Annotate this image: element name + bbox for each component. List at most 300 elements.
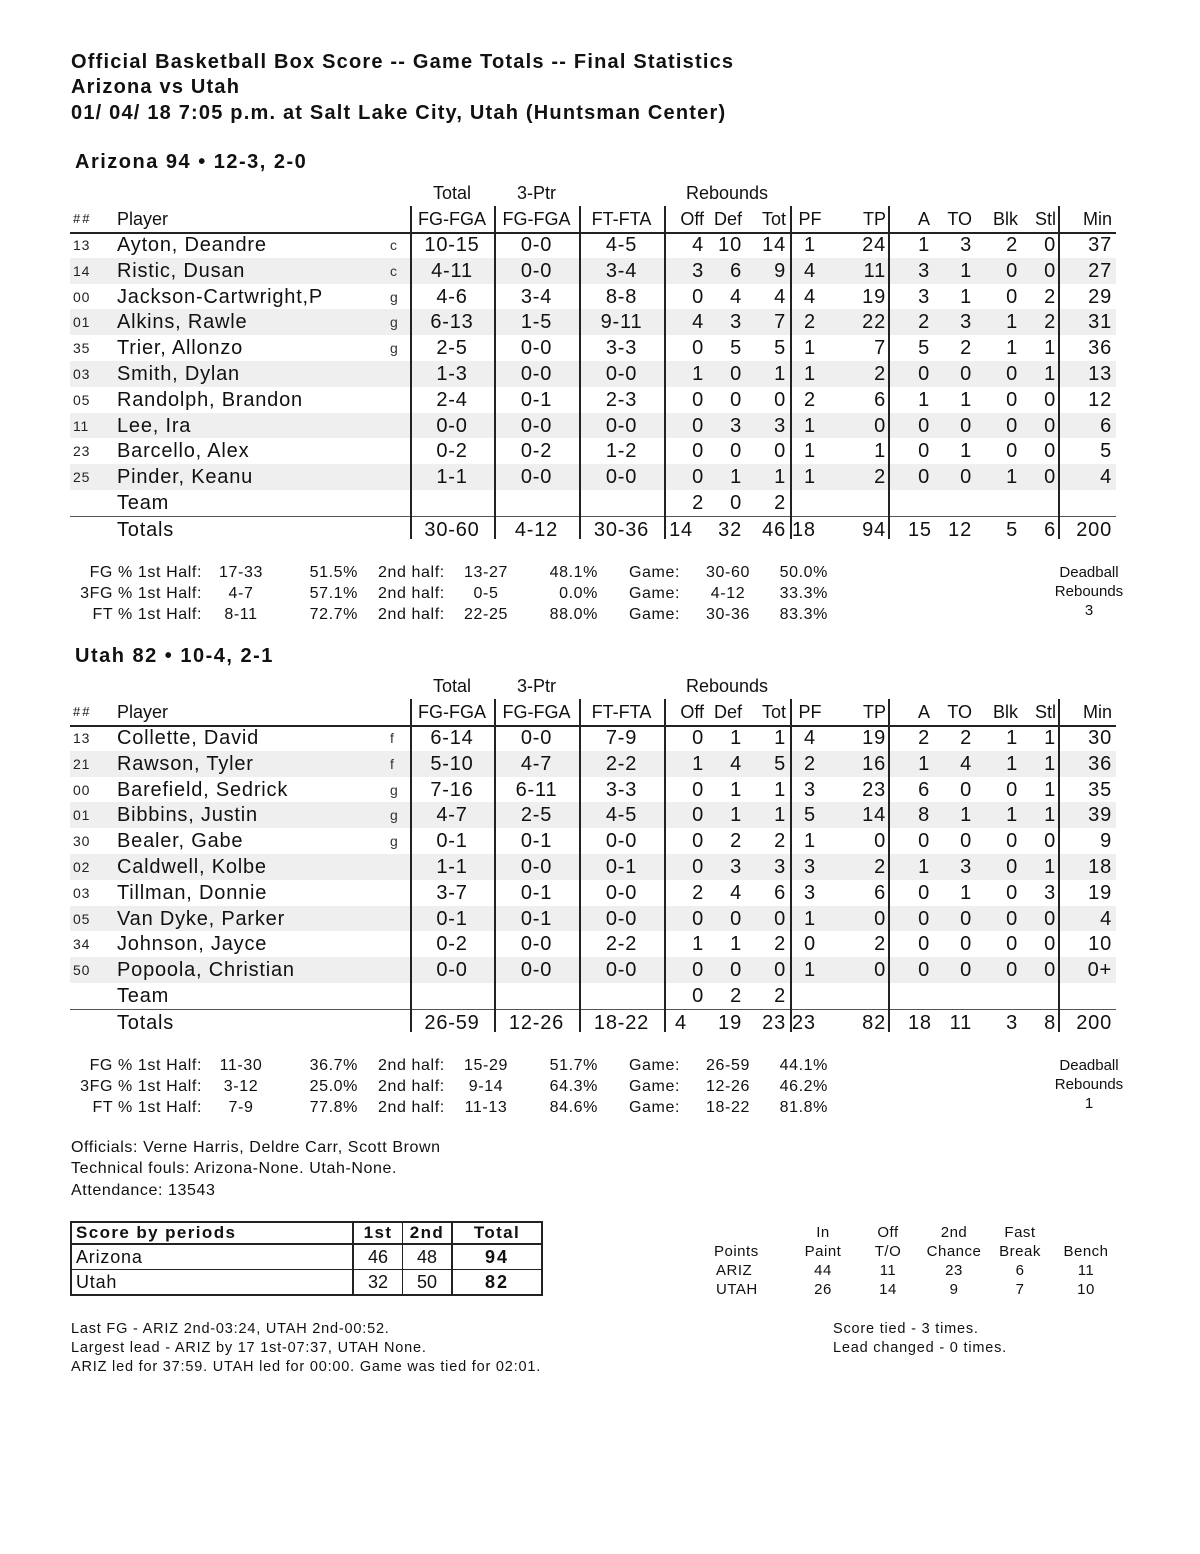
player-row <box>70 828 1116 854</box>
stat-off: 1 <box>692 752 704 775</box>
pct-h2: 11-13 <box>464 1099 508 1116</box>
player-name: Jackson-Cartwright,P <box>117 285 324 308</box>
header-player: Player <box>117 209 169 229</box>
player-name: Collette, David <box>117 727 260 749</box>
stat-blk: 0 <box>1006 881 1018 904</box>
stat-tot: 5 <box>774 752 786 775</box>
periods-label: Score by periods <box>71 1222 353 1244</box>
player-row <box>70 777 1116 803</box>
total-fg3: 4-12 <box>514 518 559 541</box>
header-a: A <box>917 209 930 229</box>
stat-blk: 0 <box>1006 388 1018 411</box>
stat-min: 39 <box>1088 804 1112 827</box>
stat-fg: 10-15 <box>424 234 480 256</box>
stat-ft: 2-3 <box>605 388 638 411</box>
stat-to: 1 <box>960 388 972 411</box>
stat-off: 0 <box>692 285 704 308</box>
stat-a: 0 <box>918 881 930 904</box>
pct-gp: 46.2% <box>779 1078 828 1095</box>
table-rule <box>70 725 1116 727</box>
stat-tp: 24 <box>862 234 886 256</box>
player-number: 21 <box>73 755 91 772</box>
stat-to: 0 <box>960 414 972 437</box>
stat-a: 0 <box>918 830 930 853</box>
player-number: 05 <box>73 910 91 927</box>
total-tp: 94 <box>862 518 886 541</box>
player-number: 01 <box>73 314 91 331</box>
totals-row <box>70 1009 1116 1036</box>
stat-fg3: 0-0 <box>520 414 553 437</box>
pct-label: FT % 1st Half: <box>92 606 202 623</box>
pct-h1p: 51.5% <box>309 564 358 581</box>
player-number: 01 <box>73 807 91 824</box>
player-row <box>70 802 1116 828</box>
header-min: Min <box>1082 702 1112 722</box>
stat-tot: 1 <box>774 466 786 489</box>
header-fast: Fast <box>1004 1224 1036 1241</box>
header-ft: FT-FTA <box>591 209 652 229</box>
led-for: ARIZ led for 37:59. UTAH led for 00:00. Game was tied for 02:01. <box>71 1359 542 1375</box>
stat-fg3: 0-1 <box>520 830 553 853</box>
stat-fg3: 0-0 <box>520 466 553 489</box>
period-2-score: 48 <box>403 1244 453 1270</box>
pct-h1p: 25.0% <box>309 1078 358 1095</box>
pct-h1: 8-11 <box>224 606 258 623</box>
pct-h2p: 88.0% <box>549 606 598 623</box>
total-tot: 23 <box>762 1011 786 1034</box>
pct-gp: 50.0% <box>779 564 828 581</box>
header-2nd: 2nd <box>940 1224 968 1241</box>
team-row <box>70 983 1116 1009</box>
stat-off: 1 <box>692 362 704 385</box>
points-team: UTAH <box>716 1281 758 1298</box>
stat-fg3: 1-5 <box>520 311 553 334</box>
report-title: Official Basketball Box Score -- Game Totals -- Final Statistics <box>71 51 735 73</box>
total-pf: 23 <box>792 1011 816 1034</box>
stat-tot: 1 <box>774 362 786 385</box>
stat-to: 0 <box>960 959 972 982</box>
totals-label: Totals <box>117 1011 175 1034</box>
stat-fg3: 0-0 <box>520 959 553 982</box>
player-row <box>70 880 1116 906</box>
stat-tot: 0 <box>774 440 786 463</box>
stat-stl: 0 <box>1044 259 1056 282</box>
pct-h2p: 48.1% <box>549 564 598 581</box>
stat-a: 1 <box>918 388 930 411</box>
header-def: Def <box>713 209 742 229</box>
stat-off: 0 <box>692 907 704 930</box>
total-ft: 30-36 <box>593 518 650 541</box>
pct-gp: 81.8% <box>779 1099 828 1116</box>
stat-tot: 2 <box>774 933 786 956</box>
pct-h1p: 77.8% <box>309 1099 358 1116</box>
stat-fg: 6-13 <box>430 311 474 334</box>
stat-blk: 0 <box>1006 440 1018 463</box>
stat-fg3: 0-1 <box>520 388 553 411</box>
stat-fg: 1-3 <box>436 362 468 385</box>
group-rebounds-label: Rebounds <box>685 676 769 696</box>
player-number: 34 <box>73 936 91 953</box>
group-total-label: Total <box>432 183 472 203</box>
stat-tp: 0 <box>874 907 886 930</box>
stat-min: 19 <box>1088 881 1112 904</box>
stat-tot: 1 <box>774 804 786 827</box>
pct-h2label: 2nd half: <box>378 1099 445 1116</box>
stat-def: 1 <box>730 804 742 827</box>
pct-label: FG % 1st Half: <box>89 1057 202 1074</box>
stat-ft: 2-2 <box>605 752 638 775</box>
stat-ft: 0-1 <box>605 855 638 878</box>
stat-pf: 3 <box>804 855 816 878</box>
stat-fg: 4-6 <box>436 285 468 308</box>
stat-tp: 0 <box>874 830 886 853</box>
stat-to: 0 <box>960 907 972 930</box>
player-row <box>70 725 1116 751</box>
stat-tp: 2 <box>874 362 886 385</box>
player-row <box>70 957 1116 983</box>
pct-h1: 3-12 <box>223 1078 259 1095</box>
column-divider <box>410 206 412 539</box>
stat-off: 0 <box>692 959 704 982</box>
header-tot: Tot <box>761 209 786 229</box>
header-stl: Stl <box>1034 209 1056 229</box>
total-fg3: 12-26 <box>508 1011 565 1034</box>
column-divider <box>410 699 412 1032</box>
pct-gp: 33.3% <box>779 585 828 602</box>
player-row <box>70 438 1116 464</box>
stat-off: 4 <box>692 311 704 334</box>
pct-h2p: 84.6% <box>549 1099 598 1116</box>
player-number: 03 <box>73 884 91 901</box>
header-a: A <box>917 702 930 722</box>
stat-blk: 1 <box>1006 311 1018 334</box>
stat-tp: 6 <box>874 388 886 411</box>
deadball-rebounds-arizona <box>1039 563 1139 620</box>
stat-ft: 2-2 <box>605 933 638 956</box>
player-row <box>70 413 1116 439</box>
stat-stl: 1 <box>1044 337 1056 360</box>
pct-h2: 9-14 <box>468 1078 504 1095</box>
stat-a: 0 <box>918 440 930 463</box>
stat-tp: 6 <box>874 881 886 904</box>
stat-tot: 3 <box>774 855 786 878</box>
stat-blk: 0 <box>1006 414 1018 437</box>
pct-label: 3FG % 1st Half: <box>80 585 202 602</box>
player-number: 25 <box>73 469 91 486</box>
stat-off: 2 <box>692 881 704 904</box>
stat-a: 2 <box>918 311 930 334</box>
stat-to: 1 <box>960 285 972 308</box>
total-a: 18 <box>908 1011 932 1034</box>
stat-pf: 4 <box>804 259 816 282</box>
stat-min: 29 <box>1088 285 1112 308</box>
header-tp: TP <box>862 702 886 722</box>
header-player: Player <box>117 702 169 722</box>
stat-blk: 0 <box>1006 362 1018 385</box>
stat-def: 6 <box>730 259 742 282</box>
stat-tp: 11 <box>863 259 886 282</box>
stat-def: 2 <box>730 984 742 1007</box>
stat-a: 0 <box>918 959 930 982</box>
player-name: Caldwell, Kolbe <box>117 855 267 878</box>
stat-fg3: 3-4 <box>520 285 553 308</box>
stat-off: 0 <box>692 778 704 801</box>
stat-stl: 3 <box>1044 881 1056 904</box>
stat-tp: 19 <box>862 285 886 308</box>
stat-to: 3 <box>960 311 972 334</box>
stat-fg: 0-0 <box>436 414 468 437</box>
pct-g: 12-26 <box>706 1078 750 1095</box>
header-min: Min <box>1082 209 1112 229</box>
total-score: 94 <box>452 1244 542 1270</box>
player-name: Smith, Dylan <box>117 362 240 385</box>
points-team: ARIZ <box>716 1262 753 1279</box>
stat-ft: 0-0 <box>605 907 638 930</box>
stat-fg: 0-1 <box>436 907 468 930</box>
stat-min: 18 <box>1088 855 1112 878</box>
stat-off: 0 <box>692 440 704 463</box>
deadball-label: Deadball <box>1059 564 1119 581</box>
stat-tp: 22 <box>862 311 886 334</box>
stat-pf: 1 <box>804 466 816 489</box>
stat-fg: 7-16 <box>430 778 474 801</box>
stat-blk: 1 <box>1006 727 1018 749</box>
player-number: 02 <box>73 858 91 875</box>
stat-fg3: 0-1 <box>520 881 553 904</box>
pct-h2p: 64.3% <box>549 1078 598 1095</box>
group-rebounds-label: Rebounds <box>685 183 769 203</box>
stat-off: 0 <box>692 855 704 878</box>
game-date-location: 01/ 04/ 18 7:05 p.m. at Salt Lake City, Utah (Huntsman Center) <box>71 102 727 124</box>
stat-tot: 2 <box>774 984 786 1007</box>
last-fg: Last FG - ARIZ 2nd-03:24, UTAH 2nd-00:52. <box>71 1321 390 1337</box>
player-row <box>70 284 1116 310</box>
stat-blk: 0 <box>1006 285 1018 308</box>
pct-glabel: Game: <box>629 1099 681 1116</box>
pct-g: 18-22 <box>706 1099 750 1116</box>
header-fg: FG-FGA <box>418 702 486 722</box>
stat-tp: 16 <box>862 752 886 775</box>
stat-blk: 0 <box>1006 959 1018 982</box>
player-name: Alkins, Rawle <box>117 311 248 334</box>
technical-fouls: Technical fouls: Arizona-None. Utah-None. <box>71 1160 398 1177</box>
stat-a: 0 <box>918 933 930 956</box>
player-row <box>70 906 1116 932</box>
points-fast-break: 6 <box>1015 1262 1025 1279</box>
player-number: 13 <box>73 237 91 253</box>
stat-blk: 0 <box>1006 830 1018 853</box>
stat-fg: 6-14 <box>430 727 474 749</box>
player-number: 30 <box>73 833 91 850</box>
player-position: g <box>390 340 399 357</box>
header-off: Off <box>877 1224 899 1241</box>
player-row <box>70 258 1116 284</box>
stat-fg3: 0-0 <box>520 362 553 385</box>
stat-to: 1 <box>960 440 972 463</box>
player-number: 23 <box>73 443 91 460</box>
stat-off: 4 <box>692 234 704 256</box>
header-paint: Paint <box>804 1243 842 1260</box>
stat-ft: 0-0 <box>605 466 638 489</box>
stat-off: 0 <box>692 984 704 1007</box>
total-min: 200 <box>1076 1011 1112 1034</box>
player-row <box>70 854 1116 880</box>
points-off-to: 11 <box>879 1262 897 1279</box>
stat-pf: 4 <box>804 727 816 749</box>
player-name: Barefield, Sedrick <box>117 778 289 801</box>
total-off: 14 <box>669 518 693 541</box>
header-pf: PF <box>798 702 822 722</box>
rebounds-label: Rebounds <box>1054 1076 1124 1093</box>
stat-blk: 1 <box>1006 804 1018 827</box>
pct-h2: 0-5 <box>473 585 499 602</box>
column-divider <box>579 699 581 1032</box>
score-tied: Score tied - 3 times. <box>833 1321 979 1337</box>
total-fg: 26-59 <box>424 1011 480 1034</box>
pct-glabel: Game: <box>629 1057 681 1074</box>
total-stl: 8 <box>1044 1011 1056 1034</box>
stat-tot: 9 <box>774 259 786 282</box>
pct-h1: 7-9 <box>228 1099 254 1116</box>
stat-blk: 0 <box>1006 778 1018 801</box>
stat-pf: 3 <box>804 778 816 801</box>
period-1-header: 1st <box>353 1222 403 1244</box>
stat-tot: 5 <box>774 337 786 360</box>
player-number: 13 <box>73 730 91 746</box>
stat-off: 1 <box>692 933 704 956</box>
total-fg: 30-60 <box>424 518 480 541</box>
stat-off: 0 <box>692 466 704 489</box>
stat-tot: 0 <box>774 388 786 411</box>
pct-glabel: Game: <box>629 564 681 581</box>
stat-def: 1 <box>730 933 742 956</box>
total-tot: 46 <box>762 518 786 541</box>
deadball-rebounds-utah <box>1039 1056 1139 1113</box>
total-pf: 18 <box>792 518 816 541</box>
points-off-to: 14 <box>879 1281 897 1298</box>
header-to: TO <box>947 702 972 722</box>
stat-min: 37 <box>1088 234 1112 256</box>
stat-to: 0 <box>960 778 972 801</box>
stat-fg: 4-7 <box>436 804 468 827</box>
player-position: g <box>390 833 399 850</box>
total-to: 11 <box>949 1011 972 1034</box>
stat-min: 13 <box>1088 362 1112 385</box>
player-position: g <box>390 314 399 331</box>
stat-def: 1 <box>730 778 742 801</box>
stat-to: 3 <box>960 855 972 878</box>
stat-pf: 1 <box>804 337 816 360</box>
total-header: Total <box>452 1222 542 1244</box>
stat-to: 2 <box>960 727 972 749</box>
stat-stl: 1 <box>1044 855 1056 878</box>
stat-pf: 1 <box>804 440 816 463</box>
box-score-arizona <box>70 180 1116 543</box>
stat-to: 0 <box>960 362 972 385</box>
pct-h1p: 57.1% <box>309 585 358 602</box>
stat-fg: 2-5 <box>436 337 468 360</box>
period-1-score: 46 <box>353 1244 403 1270</box>
stat-to: 1 <box>960 804 972 827</box>
pct-h1p: 72.7% <box>309 606 358 623</box>
player-name: Tillman, Donnie <box>117 881 268 904</box>
pct-glabel: Game: <box>629 1078 681 1095</box>
pct-g: 30-60 <box>706 564 750 581</box>
header-off: Off <box>680 209 704 229</box>
stat-fg3: 2-5 <box>520 804 553 827</box>
pct-label: FT % 1st Half: <box>92 1099 202 1116</box>
points-breakdown <box>700 1223 1120 1303</box>
stat-stl: 0 <box>1044 933 1056 956</box>
stat-fg3: 0-2 <box>520 440 553 463</box>
stat-def: 4 <box>730 881 742 904</box>
player-row <box>70 232 1116 258</box>
largest-lead: Largest lead - ARIZ by 17 1st-07:37, UTAH None. <box>71 1340 427 1356</box>
stat-tot: 1 <box>774 778 786 801</box>
player-position: f <box>390 730 395 746</box>
stat-ft: 0-0 <box>605 959 638 982</box>
player-name: Ristic, Dusan <box>117 259 246 282</box>
stat-fg: 1-1 <box>436 466 468 489</box>
stat-blk: 0 <box>1006 855 1018 878</box>
stat-tot: 6 <box>774 881 786 904</box>
player-position: f <box>390 755 395 772</box>
stat-fg: 1-1 <box>436 855 468 878</box>
pct-h2: 22-25 <box>464 606 508 623</box>
rebounds-label: Rebounds <box>1054 583 1124 600</box>
header-number: ## <box>73 704 92 719</box>
team-title-arizona: Arizona 94 • 12-3, 2-0 <box>75 151 308 173</box>
header-pf: PF <box>798 209 822 229</box>
stat-off: 0 <box>692 388 704 411</box>
pct-h1: 17-33 <box>219 564 263 581</box>
points-bench: 10 <box>1077 1281 1095 1298</box>
stat-stl: 0 <box>1044 466 1056 489</box>
stat-ft: 3-4 <box>605 259 638 282</box>
stat-pf: 5 <box>804 804 816 827</box>
column-group-header <box>70 673 1116 699</box>
stat-ft: 3-3 <box>605 778 638 801</box>
stat-tot: 2 <box>774 830 786 853</box>
pct-h1p: 36.7% <box>309 1057 358 1074</box>
stat-off: 0 <box>692 337 704 360</box>
header-ft: FT-FTA <box>591 702 652 722</box>
stat-fg: 0-0 <box>436 959 468 982</box>
period-2-score: 50 <box>403 1270 453 1296</box>
header-fg: FG-FGA <box>418 209 486 229</box>
total-off: 4 <box>675 1011 687 1034</box>
player-name: Popoola, Christian <box>117 959 295 982</box>
stat-to: 4 <box>960 752 972 775</box>
stat-def: 2 <box>730 830 742 853</box>
stat-min: 0+ <box>1087 959 1112 982</box>
stat-fg3: 0-0 <box>520 259 553 282</box>
stat-tot: 14 <box>762 234 786 256</box>
stat-stl: 1 <box>1044 778 1056 801</box>
stat-a: 3 <box>918 259 930 282</box>
stat-tp: 1 <box>874 440 886 463</box>
stat-min: 36 <box>1088 337 1112 360</box>
stat-def: 0 <box>730 907 742 930</box>
stat-stl: 1 <box>1044 727 1056 749</box>
header-tot: Tot <box>761 702 786 722</box>
player-position: c <box>390 262 398 279</box>
stat-blk: 0 <box>1006 907 1018 930</box>
stat-def: 4 <box>730 752 742 775</box>
stat-a: 0 <box>918 362 930 385</box>
stat-off: 0 <box>692 727 704 749</box>
stat-min: 6 <box>1100 414 1112 437</box>
